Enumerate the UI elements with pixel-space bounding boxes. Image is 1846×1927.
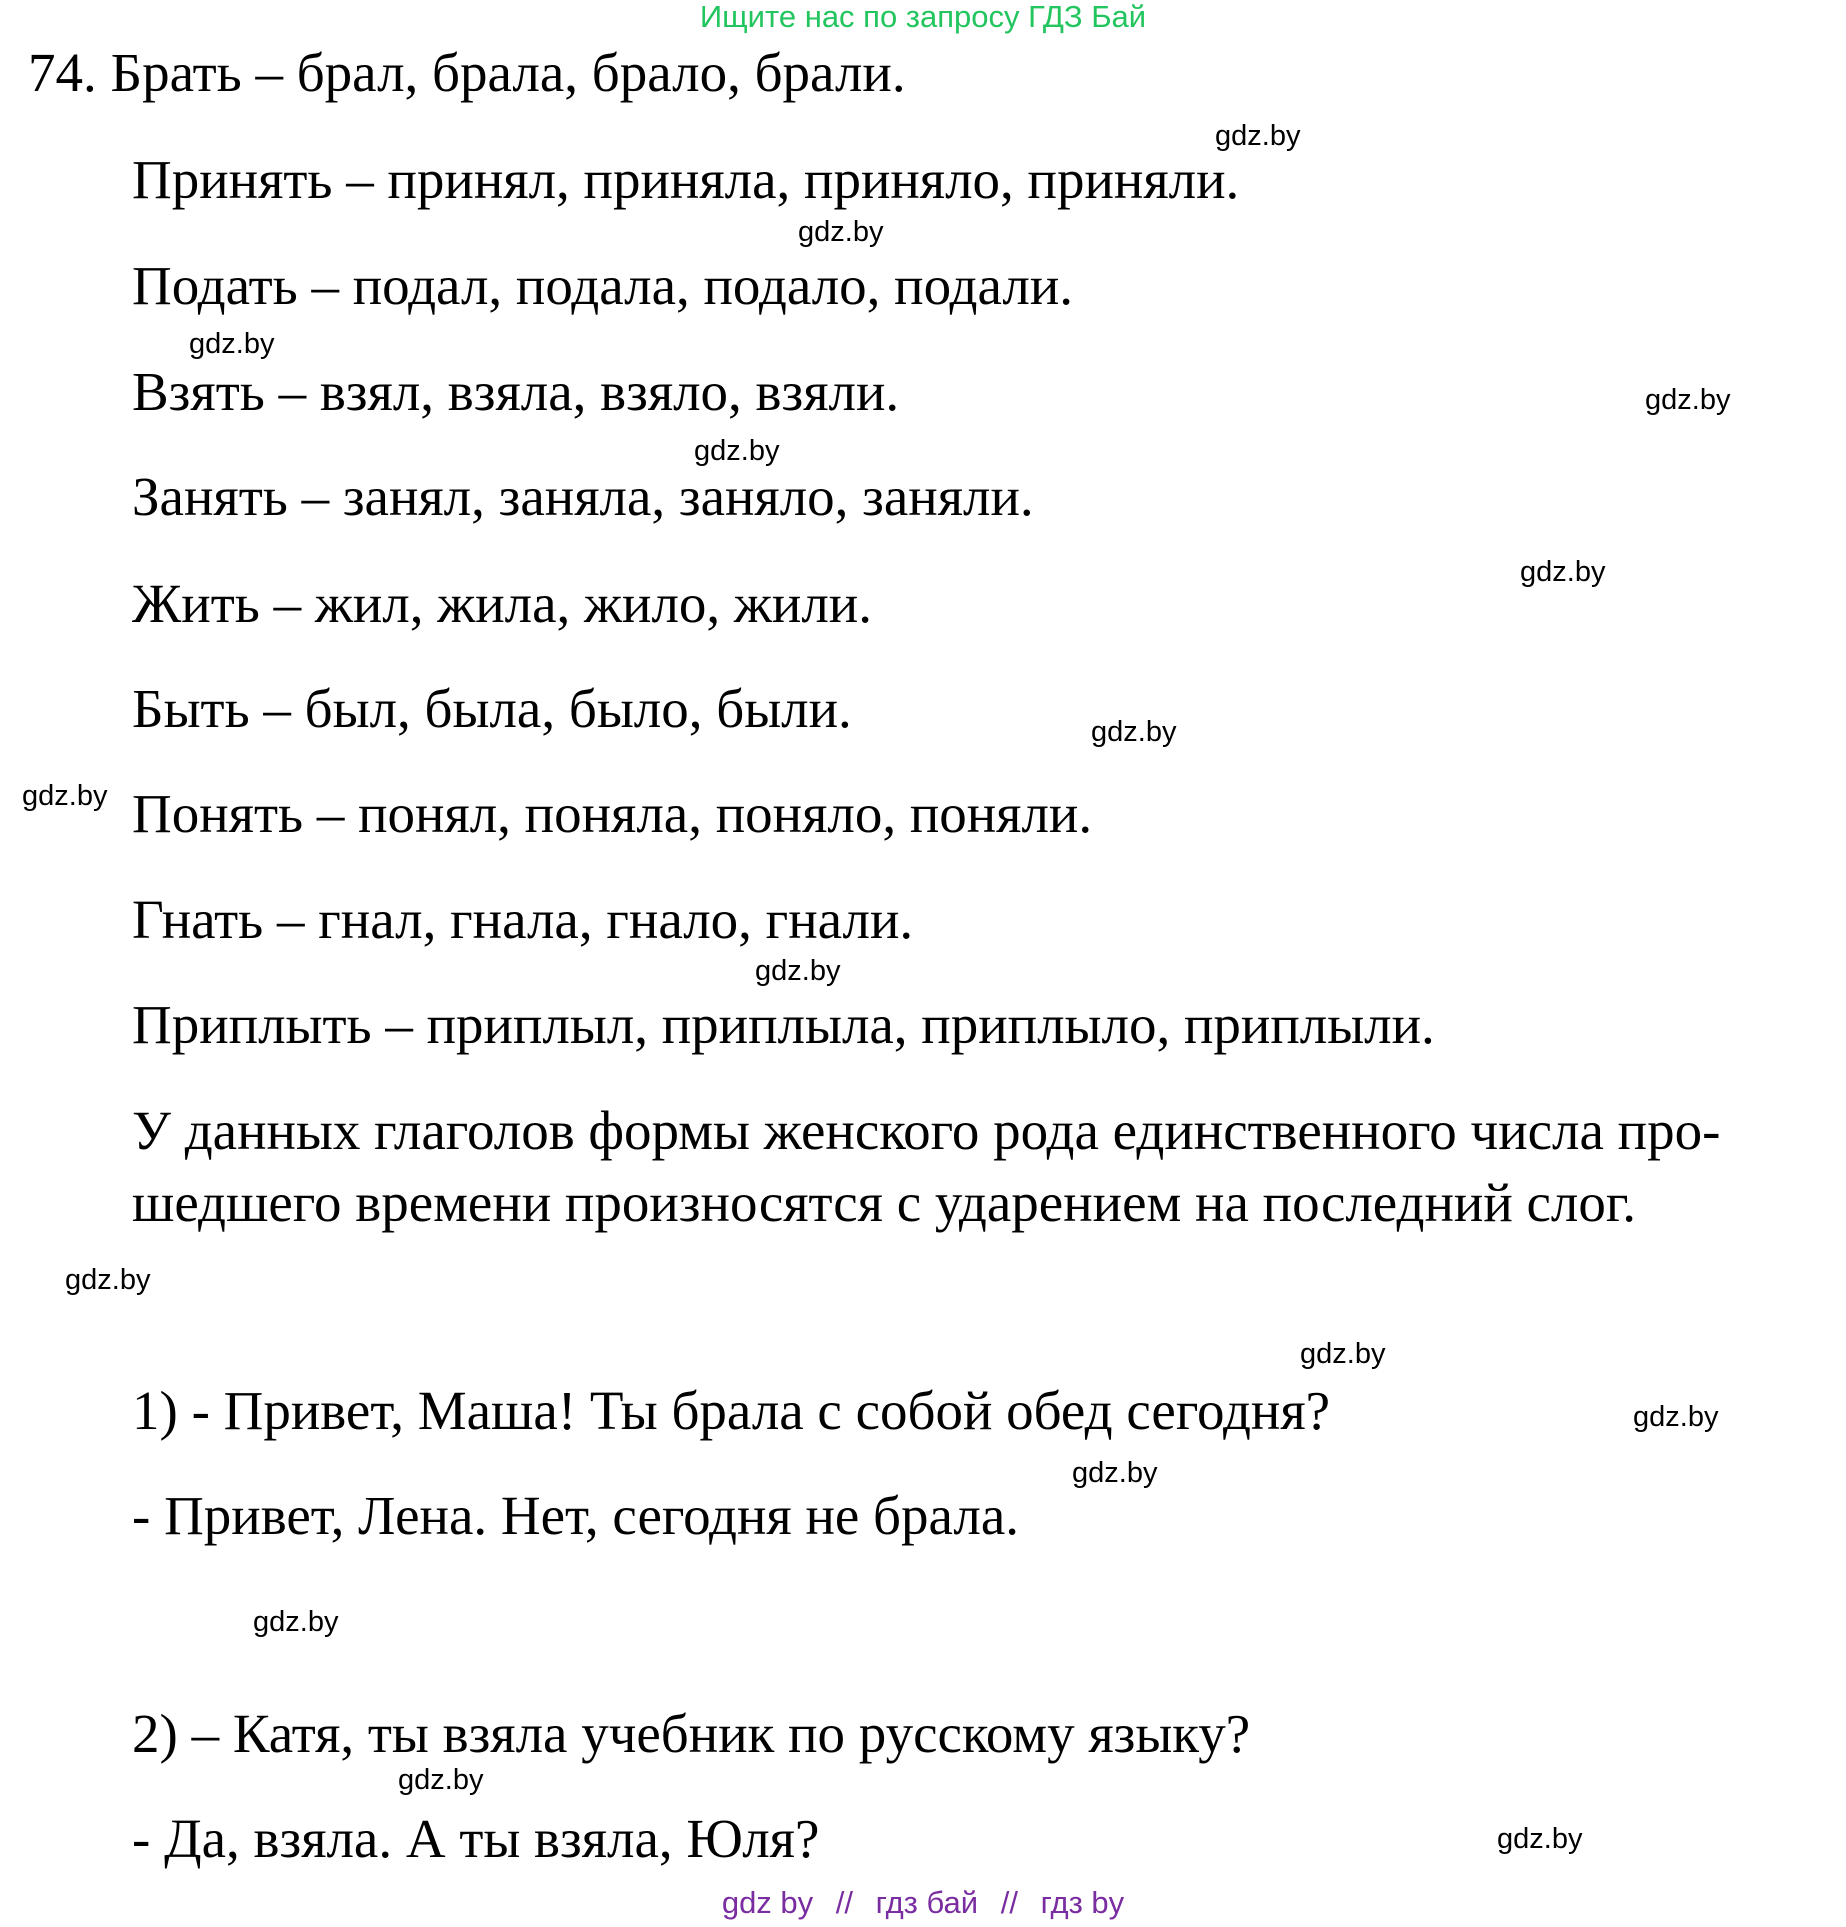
exercise-line-9: Гнать – гнал, гнала, гнало, гнали. [132, 889, 914, 950]
exercise-line-4: Взять – взял, взяла, взяло, взяли. [132, 361, 900, 422]
watermark: gdz.by [1091, 716, 1177, 748]
footer-link-gdz-bai[interactable]: гдз бай [875, 1885, 979, 1920]
watermark: gdz.by [398, 1764, 484, 1796]
watermark: gdz.by [694, 435, 780, 467]
watermark: gdz.by [253, 1606, 339, 1638]
watermark: gdz.by [1520, 556, 1606, 588]
exercise-line-2: Принять – принял, приняла, приняло, приняли. [132, 149, 1240, 210]
exercise-line-8: Понять – понял, поняла, поняло, поняли. [132, 783, 1093, 844]
conclusion-line-1: У данных глаголов формы женского рода единственного числа про- [132, 1100, 1721, 1161]
watermark: gdz.by [1300, 1338, 1386, 1370]
exercise-line-5: Занять – занял, заняла, заняло, заняли. [132, 466, 1034, 527]
dialogue-1-question: 1) - Привет, Маша! Ты брала с собой обед сегодня? [132, 1380, 1331, 1441]
footer-link-gdz-by[interactable]: gdz by [721, 1885, 814, 1920]
conclusion-line-2: шедшего времени произносятся с ударением на последний слог. [132, 1172, 1636, 1233]
footer-separator: // [835, 1885, 854, 1920]
footer-separator: // [1000, 1885, 1018, 1920]
watermark: gdz.by [798, 216, 884, 248]
dialogue-2-answer: - Да, взяла. А ты взяла, Юля? [132, 1808, 820, 1869]
watermark: gdz.by [1633, 1401, 1719, 1433]
top-banner[interactable]: Ищите нас по запросу ГДЗ Бай [699, 0, 1147, 34]
exercise-line-1 [28, 42, 906, 103]
exercise-line-7: Быть – был, была, было, были. [132, 678, 852, 739]
watermark: gdz.by [22, 780, 108, 812]
watermark: gdz.by [189, 328, 275, 360]
exercise-line-6: Жить – жил, жила, жило, жили. [132, 573, 872, 634]
exercise-line-3: Подать – подал, подала, подало, подали. [132, 255, 1074, 316]
dialogue-2-question: 2) – Катя, ты взяла учебник по русскому языку? [132, 1703, 1251, 1764]
exercise-line-10: Приплыть – приплыл, приплыла, приплыло, приплыли. [132, 994, 1435, 1055]
watermark: gdz.by [755, 955, 841, 987]
conclusion-paragraph [132, 1095, 1832, 1239]
exercise-number: 74. [28, 42, 97, 103]
watermark: gdz.by [1645, 384, 1731, 416]
watermark: gdz.by [1215, 120, 1301, 152]
footer-link-gdz-by-2[interactable]: гдз by [1040, 1885, 1125, 1920]
exercise-line-1-text: Брать – брал, брала, брало, брали. [110, 42, 906, 103]
watermark: gdz.by [65, 1264, 151, 1296]
dialogue-1-answer: - Привет, Лена. Нет, сегодня не брала. [132, 1485, 1020, 1546]
watermark: gdz.by [1497, 1823, 1583, 1855]
watermark: gdz.by [1072, 1457, 1158, 1489]
footer-links [0, 1885, 1846, 1921]
